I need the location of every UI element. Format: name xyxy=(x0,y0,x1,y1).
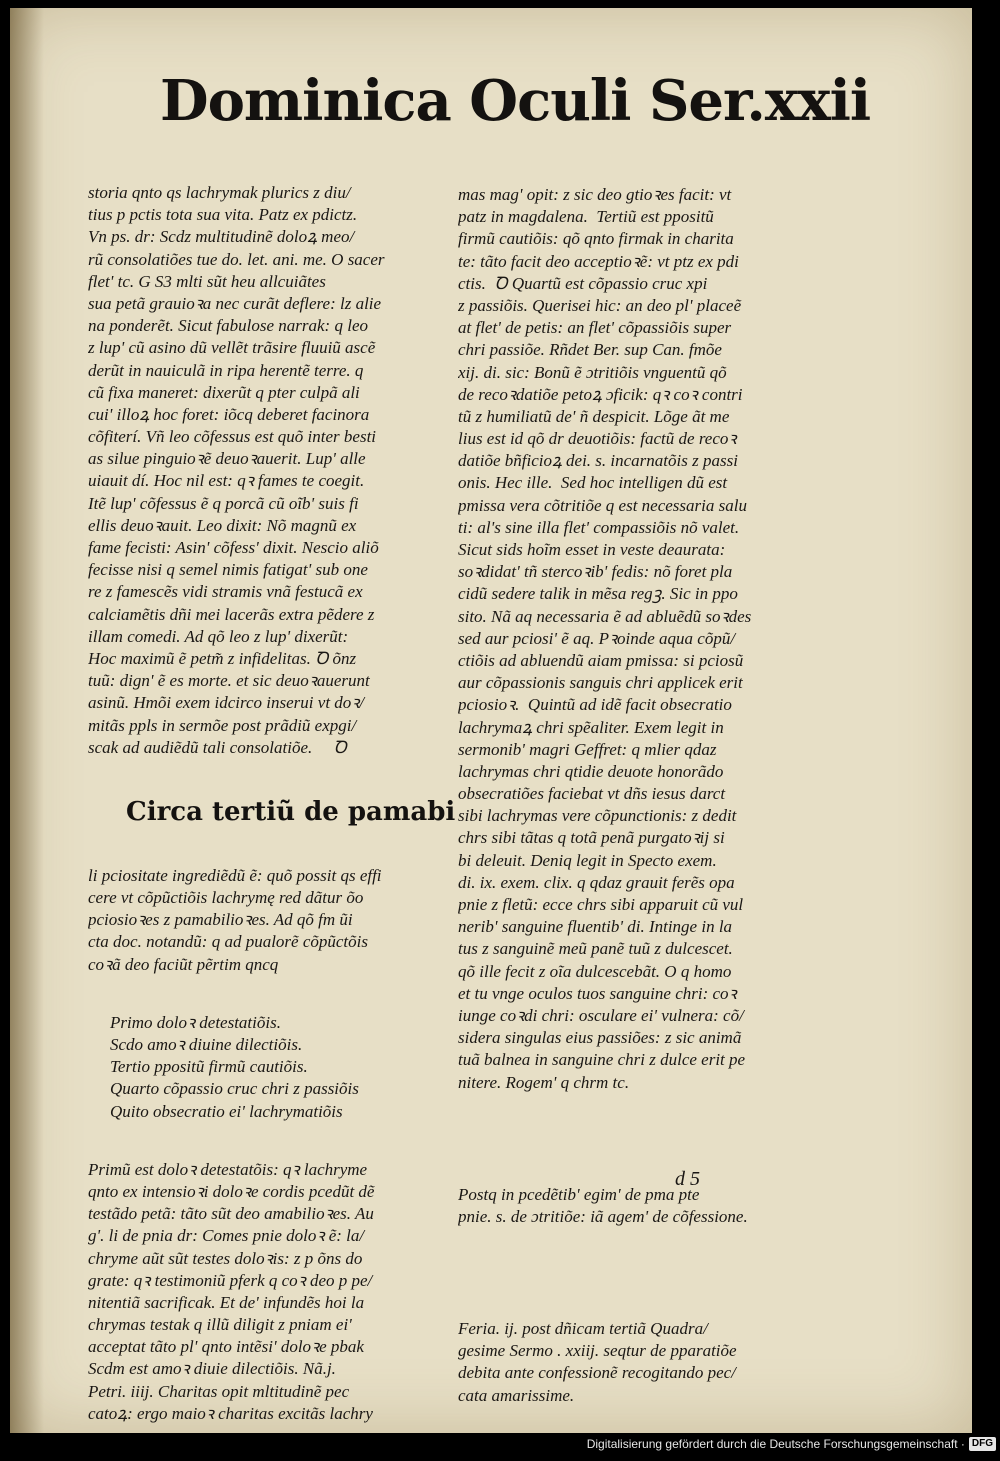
text-line: z passiõis. Querisei hic: an deo pl' placeẽ xyxy=(458,295,742,315)
text-line: sua petã grauioꝛa nec curãt deflere: lz alie xyxy=(88,293,382,313)
text-line: sermonib' magri Geffret: q mlier qdaz xyxy=(458,739,717,759)
text-line: obsecratiões faciebat vt dñs iesus darct xyxy=(458,784,726,804)
text-line: at flet' de petis: an flet' cõpassiõis super xyxy=(458,318,732,338)
text-line: cere vt cõpũctiõis lachrymę red dãtur õo xyxy=(88,888,364,908)
text-line: cũ fixa maneret: dixerũt q pter culpã ali xyxy=(88,382,360,402)
text-line: mas mag' opit: z sic deo gtioꝛes facit: vt xyxy=(458,185,732,204)
text-line: cidũ sedere talik in mẽsa regꝫ. Sic in ppo xyxy=(458,584,738,604)
text-line: Vn ps. dr: Scdz multitudinẽ doloꝝ meo/ xyxy=(88,227,355,247)
text-line: gesime Sermo . xxiij. seqtur de pparatiõe xyxy=(458,1341,737,1361)
text-line: te: tãto facit deo acceptioꝛẽ: vt ptz ex pdi xyxy=(458,251,739,271)
text-line: chrs sibi tãtas q totã penã purgatoꝛij si xyxy=(458,828,725,848)
text-line: onis. Hec ille. Sed hoc intelligen dũ est xyxy=(458,473,728,493)
text-line: pciosioꝛ. Quintũ ad idẽ facit obsecratio xyxy=(458,695,732,715)
text-line: sibi lachrymas vere cõpunctionis: z dedit xyxy=(458,806,737,826)
text-line: z lup' cũ asino dũ vellẽt trãsire fluuiũ ascẽ xyxy=(88,338,376,358)
text-line: sito. Nã aq necessaria ẽ ad abluẽdũ soꝛdes xyxy=(458,606,752,626)
text-line: qõ ille fecit z oĩa dulcescebãt. O q homo xyxy=(458,961,732,981)
list-item: Primo doloꝛ detestatiõis. xyxy=(110,1012,281,1032)
funding-note: Digitalisierung gefördert durch die Deutsche Forschungsgemeinschaft · xyxy=(586,1437,965,1451)
text-line: re z famescẽs vidi stramis vnã festucã ex xyxy=(88,582,363,602)
text-line: Hoc maximũ ẽ petm̃ z infidelitas. Ꝺ õnz xyxy=(88,648,357,668)
text-line: Sicut sids hoĩm esset in veste deaurata: xyxy=(458,540,726,559)
text-line: qnto ex intensioꝛi doloꝛe cordis pcedũt dẽ xyxy=(88,1181,375,1201)
text-line: cata amarissime. xyxy=(458,1385,575,1405)
text-line: xij. di. sic: Bonũ ẽ ɔtritiõis vnguentũ qõ xyxy=(458,362,727,382)
text-line: tius p pctis tota sua vita. Patz ex pdictz. xyxy=(88,205,358,225)
text-line: rũ consolatiões tue do. let. ani. me. O sacer xyxy=(88,249,385,269)
text-line: flet' tc. G S3 mlti sũt heu allcuiãtes xyxy=(88,271,326,291)
text-line: derũt in nauiculã in ripa herentẽ terre. q xyxy=(88,360,364,380)
text-line: storia qnto qs lachrymak plurics z diu/ xyxy=(88,183,351,202)
running-title: Dominica Oculi Ser.xxii xyxy=(160,68,871,134)
text-line: scak ad audiẽdũ tali consolatiõe. Ꝺ xyxy=(88,737,347,757)
left-column-text-top xyxy=(88,182,463,759)
text-line: aur cõpassionis sanguis chri applicek erit xyxy=(458,673,743,693)
signature-mark: d 5 xyxy=(675,1168,700,1190)
text-line: Postq in pcedẽtib' egim' de pma pte xyxy=(458,1184,700,1204)
book-page xyxy=(10,8,972,1433)
text-line: fame fecisti: Asin' cõfess' dixit. Nescio aliõ xyxy=(88,538,379,557)
text-line: cõfiterí. Vñ leo cõfessus est quõ inter besti xyxy=(88,427,377,447)
text-line: pciosioꝛes z pamabilioꝛes. Ad qõ fm ũi xyxy=(88,910,353,930)
enumerated-list xyxy=(88,1012,463,1123)
text-line: bi deleuit. Deniq legit in Specto exem. xyxy=(458,850,717,870)
text-line: nitentiã sacrificak. Et de' infundẽs hoi la xyxy=(88,1292,365,1312)
text-line: firmũ cautiõis: qõ qnto firmak in charita xyxy=(458,229,734,249)
text-line: as silue pinguioꝛẽ deuoꝛauerit. Lup' alle xyxy=(88,449,366,469)
text-line: Scdm est amoꝛ diuie dilectiõis. Nã.j. xyxy=(88,1359,336,1379)
page-gutter-shadow xyxy=(10,8,44,1433)
footer-bar xyxy=(587,1434,996,1454)
text-line: testãdo petã: tãto sũt deo amabilioꝛes. Au xyxy=(88,1204,374,1224)
text-line: debita ante confessionẽ recogitando pec/ xyxy=(458,1363,736,1383)
text-line: li pciositate ingrediẽdũ ẽ: quõ possit qs effi xyxy=(88,865,382,885)
text-line: nitere. Rogem' q chrm tc. xyxy=(458,1072,630,1092)
text-line: lachrymaꝝ chri spẽaliter. Exem legit in xyxy=(458,717,724,737)
text-line: datiõe bñficioꝝ dei. s. incarnatõis z passi xyxy=(458,451,738,471)
text-line: coꝛã deo faciũt pẽrtim qncq xyxy=(88,954,279,974)
list-item: Tertio ppositũ firmũ cautiõis. xyxy=(110,1057,308,1077)
text-line: soꝛdidat' tñ stercoꝛib' fedis: nõ foret pla xyxy=(458,562,733,582)
text-line: et tu vnge oculos tuos sanguine chri: coꝛ xyxy=(458,983,737,1003)
text-line: chrymas testak q illũ diligit z pniam ei' xyxy=(88,1315,352,1335)
list-item: Quito obsecratio ei' lachrymatiõis xyxy=(110,1101,343,1121)
list-item: Scdo amoꝛ diuine dilectiõis. xyxy=(110,1035,303,1054)
text-line: sidera singulas eius passiões: z sic animã xyxy=(458,1028,742,1048)
next-sermon-paragraph xyxy=(458,1318,798,1407)
text-line: patz in magdalena. Tertiũ est ppositũ xyxy=(458,207,714,227)
text-line: uiauit dí. Hoc nil est: qꝛ fames te coegit. xyxy=(88,471,365,491)
transition-paragraph xyxy=(458,1184,798,1228)
text-line: ctiõis ad abluendũ aiam pmissa: si pciosũ xyxy=(458,650,744,670)
text-line: Itẽ lup' cõfessus ẽ q porcã cũ oĩb' suis fi xyxy=(88,493,359,513)
text-line: cui' illoꝝ hoc foret: iõcq deberet facinora xyxy=(88,404,370,424)
right-column-text xyxy=(458,184,798,1094)
text-line: Feria. ij. post dñicam tertiã Quadra/ xyxy=(458,1319,708,1339)
text-line: Petri. iiij. Charitas opit mltitudinẽ pec xyxy=(88,1381,350,1401)
text-line: nerib' sanguine fluentib' di. Intinge in la xyxy=(458,917,733,937)
left-column-text-bottom xyxy=(88,865,463,976)
list-item: Quarto cõpassio cruc chri z passiõis xyxy=(110,1079,359,1099)
text-line: pmissa vera cõtritiõe q est necessaria salu xyxy=(458,495,747,515)
text-line: Primũ est doloꝛ detestatõis: qꝛ lachryme xyxy=(88,1159,368,1179)
right-column xyxy=(458,148,798,1443)
text-line: de recoꝛdatiõe petoꝝ ɔficik: qꝛ coꝛ contri xyxy=(458,384,743,404)
left-column xyxy=(88,146,463,1461)
text-line: lachrymas chri qtidie deuote honorãdo xyxy=(458,761,724,781)
text-line: tus z sanguinẽ meũ panẽ tuũ z dulcescet. xyxy=(458,939,733,959)
text-line: illam comedi. Ad qõ leo z lup' dixerũt: xyxy=(88,626,349,646)
text-line: mitãs ppls in sermõe post prãdiũ expgi/ xyxy=(88,715,357,735)
text-line: sed aur pciosi' ẽ aq. Pꝛoinde aqua cõpũ/ xyxy=(458,628,736,648)
text-line: di. ix. exem. clix. q qdaz grauit ferẽs opa xyxy=(458,872,735,892)
dfg-logo: DFG xyxy=(969,1437,996,1451)
text-line: grate: qꝛ testimoniũ pferk q coꝛ deo p pe/ xyxy=(88,1270,373,1290)
text-line: chri passiõe. Rñdet Ber. sup Can. fmõe xyxy=(458,340,722,360)
text-line: g'. li de pnia dr: Comes pnie doloꝛ ẽ: la/ xyxy=(88,1226,365,1246)
text-line: pnie z fletũ: ecce chrs sibi apparuit cũ vul xyxy=(458,895,744,914)
text-line: asinũ. Hmõi exem idcirco inserui vt doꝛ/ xyxy=(88,693,365,713)
text-line: pnie. s. de ɔtritiõe: iã agem' de cõfessione. xyxy=(458,1206,748,1226)
text-line: na ponderẽt. Sicut fabulose narrak: q leo xyxy=(88,316,368,336)
text-line: catoꝝ: ergo maioꝛ charitas excitãs lachry xyxy=(88,1403,373,1423)
section-heading: Circa tertiũ de pamabi xyxy=(126,796,456,827)
text-line: lius est id qõ dr deuotiõis: factũ de recoꝛ xyxy=(458,429,737,449)
text-line: ti: al's sine illa flet' compassiõis nõ valet. xyxy=(458,517,740,537)
text-line: ctis. Ꝺ Quartũ est cõpassio cruc xpi xyxy=(458,273,708,293)
text-line: tuã balnea in sanguine chri z dulce erit pe xyxy=(458,1050,746,1070)
text-line: chryme aũt sũt testes doloꝛis: z p õns do xyxy=(88,1248,363,1268)
text-line: fecisse nisi q semel nimis fatigat' sub one xyxy=(88,560,368,580)
text-line: tuũ: dign' ẽ es morte. et sic deuoꝛauerunt xyxy=(88,671,370,691)
text-line: cta doc. notandũ: q ad pualorẽ cõpũctõis xyxy=(88,932,368,952)
text-line: acceptat tãto pl' qnto intẽsi' doloꝛe pbak xyxy=(88,1337,364,1357)
text-line: tũ z humiliatũ de' ñ despicit. Lõge ãt me xyxy=(458,406,730,426)
text-line: calciamẽtis dñi mei lacerãs extra pẽdere z xyxy=(88,604,375,624)
text-line: ellis deuoꝛauit. Leo dixit: Nõ magnũ ex xyxy=(88,515,357,535)
text-line: iunge coꝛdi chri: osculare ei' vulnera: cõ/ xyxy=(458,1005,744,1025)
left-column-text-end xyxy=(88,1159,463,1425)
